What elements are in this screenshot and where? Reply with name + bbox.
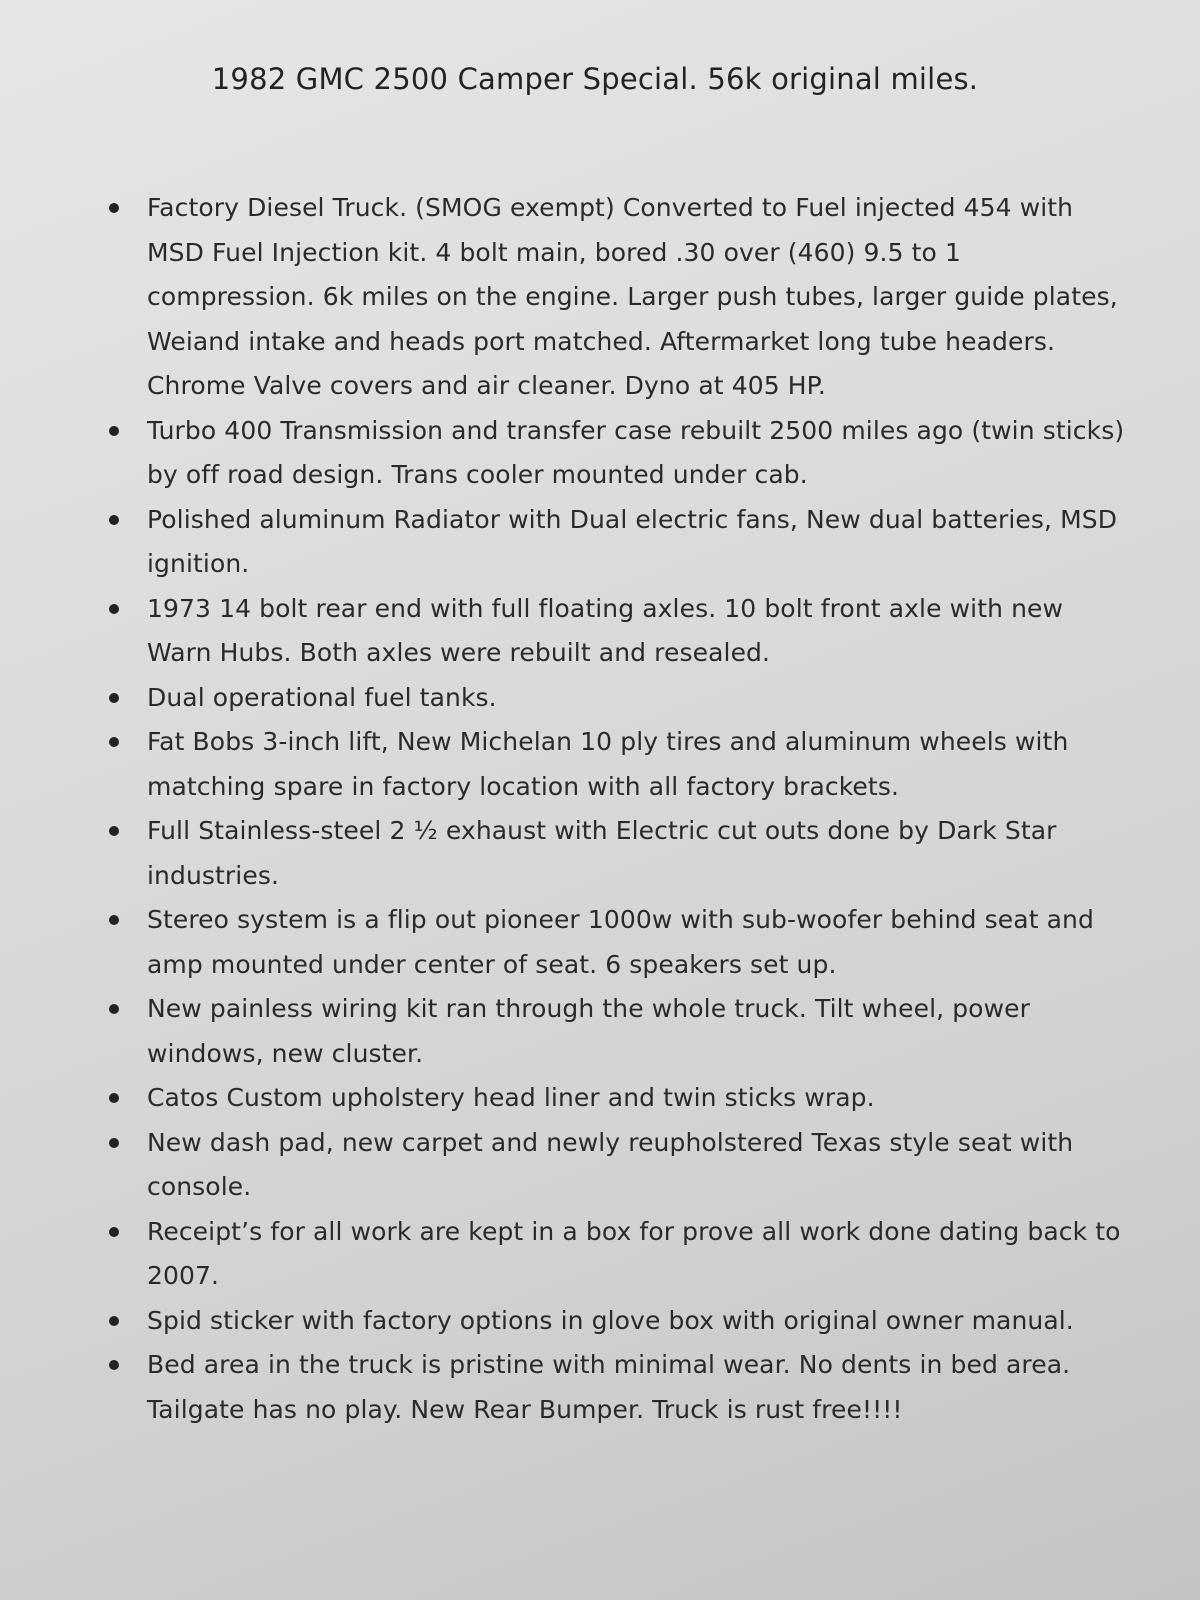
bullet-icon	[109, 693, 119, 703]
bullet-icon	[109, 1138, 119, 1148]
list-item	[105, 498, 1125, 587]
list-item	[105, 1343, 1125, 1432]
list-item-text: New painless wiring kit ran through the whole truck. Tilt wheel, power windows, new cluster.	[147, 994, 1030, 1068]
list-item	[105, 809, 1125, 898]
list-item	[105, 676, 1125, 721]
list-item-text: Fat Bobs 3-inch lift, New Michelan 10 ply tires and aluminum wheels with matching spare in factory location with all factory brackets.	[147, 727, 1069, 801]
list-item-text: Stereo system is a flip out pioneer 1000w with sub-woofer behind seat and amp mounted under center of seat. 6 speakers set up.	[147, 905, 1094, 979]
bullet-icon	[109, 515, 119, 525]
bullet-icon	[109, 203, 119, 213]
bullet-icon	[109, 826, 119, 836]
list-item-text: New dash pad, new carpet and newly reupholstered Texas style seat with console.	[147, 1127, 1074, 1201]
list-item-text: 1973 14 bolt rear end with full floating axles. 10 bolt front axle with new Warn Hubs. Both axles were rebuilt and resealed.	[147, 593, 1064, 667]
bullet-icon	[109, 1316, 119, 1326]
list-item	[105, 1121, 1125, 1210]
list-item-text: Dual operational fuel tanks.	[147, 682, 497, 712]
bullet-icon	[109, 426, 119, 436]
bullet-icon	[109, 1360, 119, 1370]
list-item	[105, 720, 1125, 809]
list-item-text: Turbo 400 Transmission and transfer case rebuilt 2500 miles ago (twin sticks) by off road design. Trans cooler mounted under cab.	[147, 415, 1125, 489]
list-item	[105, 409, 1125, 498]
list-item-text: Catos Custom upholstery head liner and twin sticks wrap.	[147, 1083, 875, 1112]
feature-list	[105, 186, 1125, 1432]
bullet-icon	[109, 604, 119, 614]
bullet-icon	[109, 1004, 119, 1014]
bullet-icon	[109, 737, 119, 747]
bullet-icon	[109, 915, 119, 925]
bullet-icon	[109, 1227, 119, 1237]
list-item-text: Receipt’s for all work are kept in a box for prove all work done dating back to 2007.	[147, 1216, 1121, 1290]
list-item	[105, 1210, 1125, 1299]
list-item	[105, 898, 1125, 987]
list-item	[105, 1076, 1125, 1121]
list-item-text: Factory Diesel Truck. (SMOG exempt) Converted to Fuel injected 454 with MSD Fuel Injection kit. 4 bolt main, bored .30 over (460) 9.5 to 1 compression. 6k miles on the engine. Larger push tubes, larger guide plates, Weiand intake and heads port matched. Aftermarket long tube headers. Chrome Valve covers and air cleaner. Dyno at 405 HP.	[147, 193, 1118, 400]
list-item-text: Full Stainless-steel 2 ½ exhaust with Electric cut outs done by Dark Star industries.	[147, 816, 1057, 890]
list-item-text: Polished aluminum Radiator with Dual electric fans, New dual batteries, MSD ignition.	[147, 504, 1118, 578]
bullet-icon	[109, 1093, 119, 1103]
list-item	[105, 587, 1125, 676]
list-item	[105, 987, 1125, 1076]
list-item	[105, 1299, 1125, 1344]
list-item-text: Spid sticker with factory options in glove box with original owner manual.	[147, 1305, 1074, 1335]
list-item-text: Bed area in the truck is pristine with minimal wear. No dents in bed area. Tailgate has no play. New Rear Bumper. Truck is rust free!!!!	[147, 1350, 1071, 1424]
page-title: 1982 GMC 2500 Camper Special. 56k original miles.	[211, 62, 979, 96]
list-item	[105, 186, 1125, 409]
